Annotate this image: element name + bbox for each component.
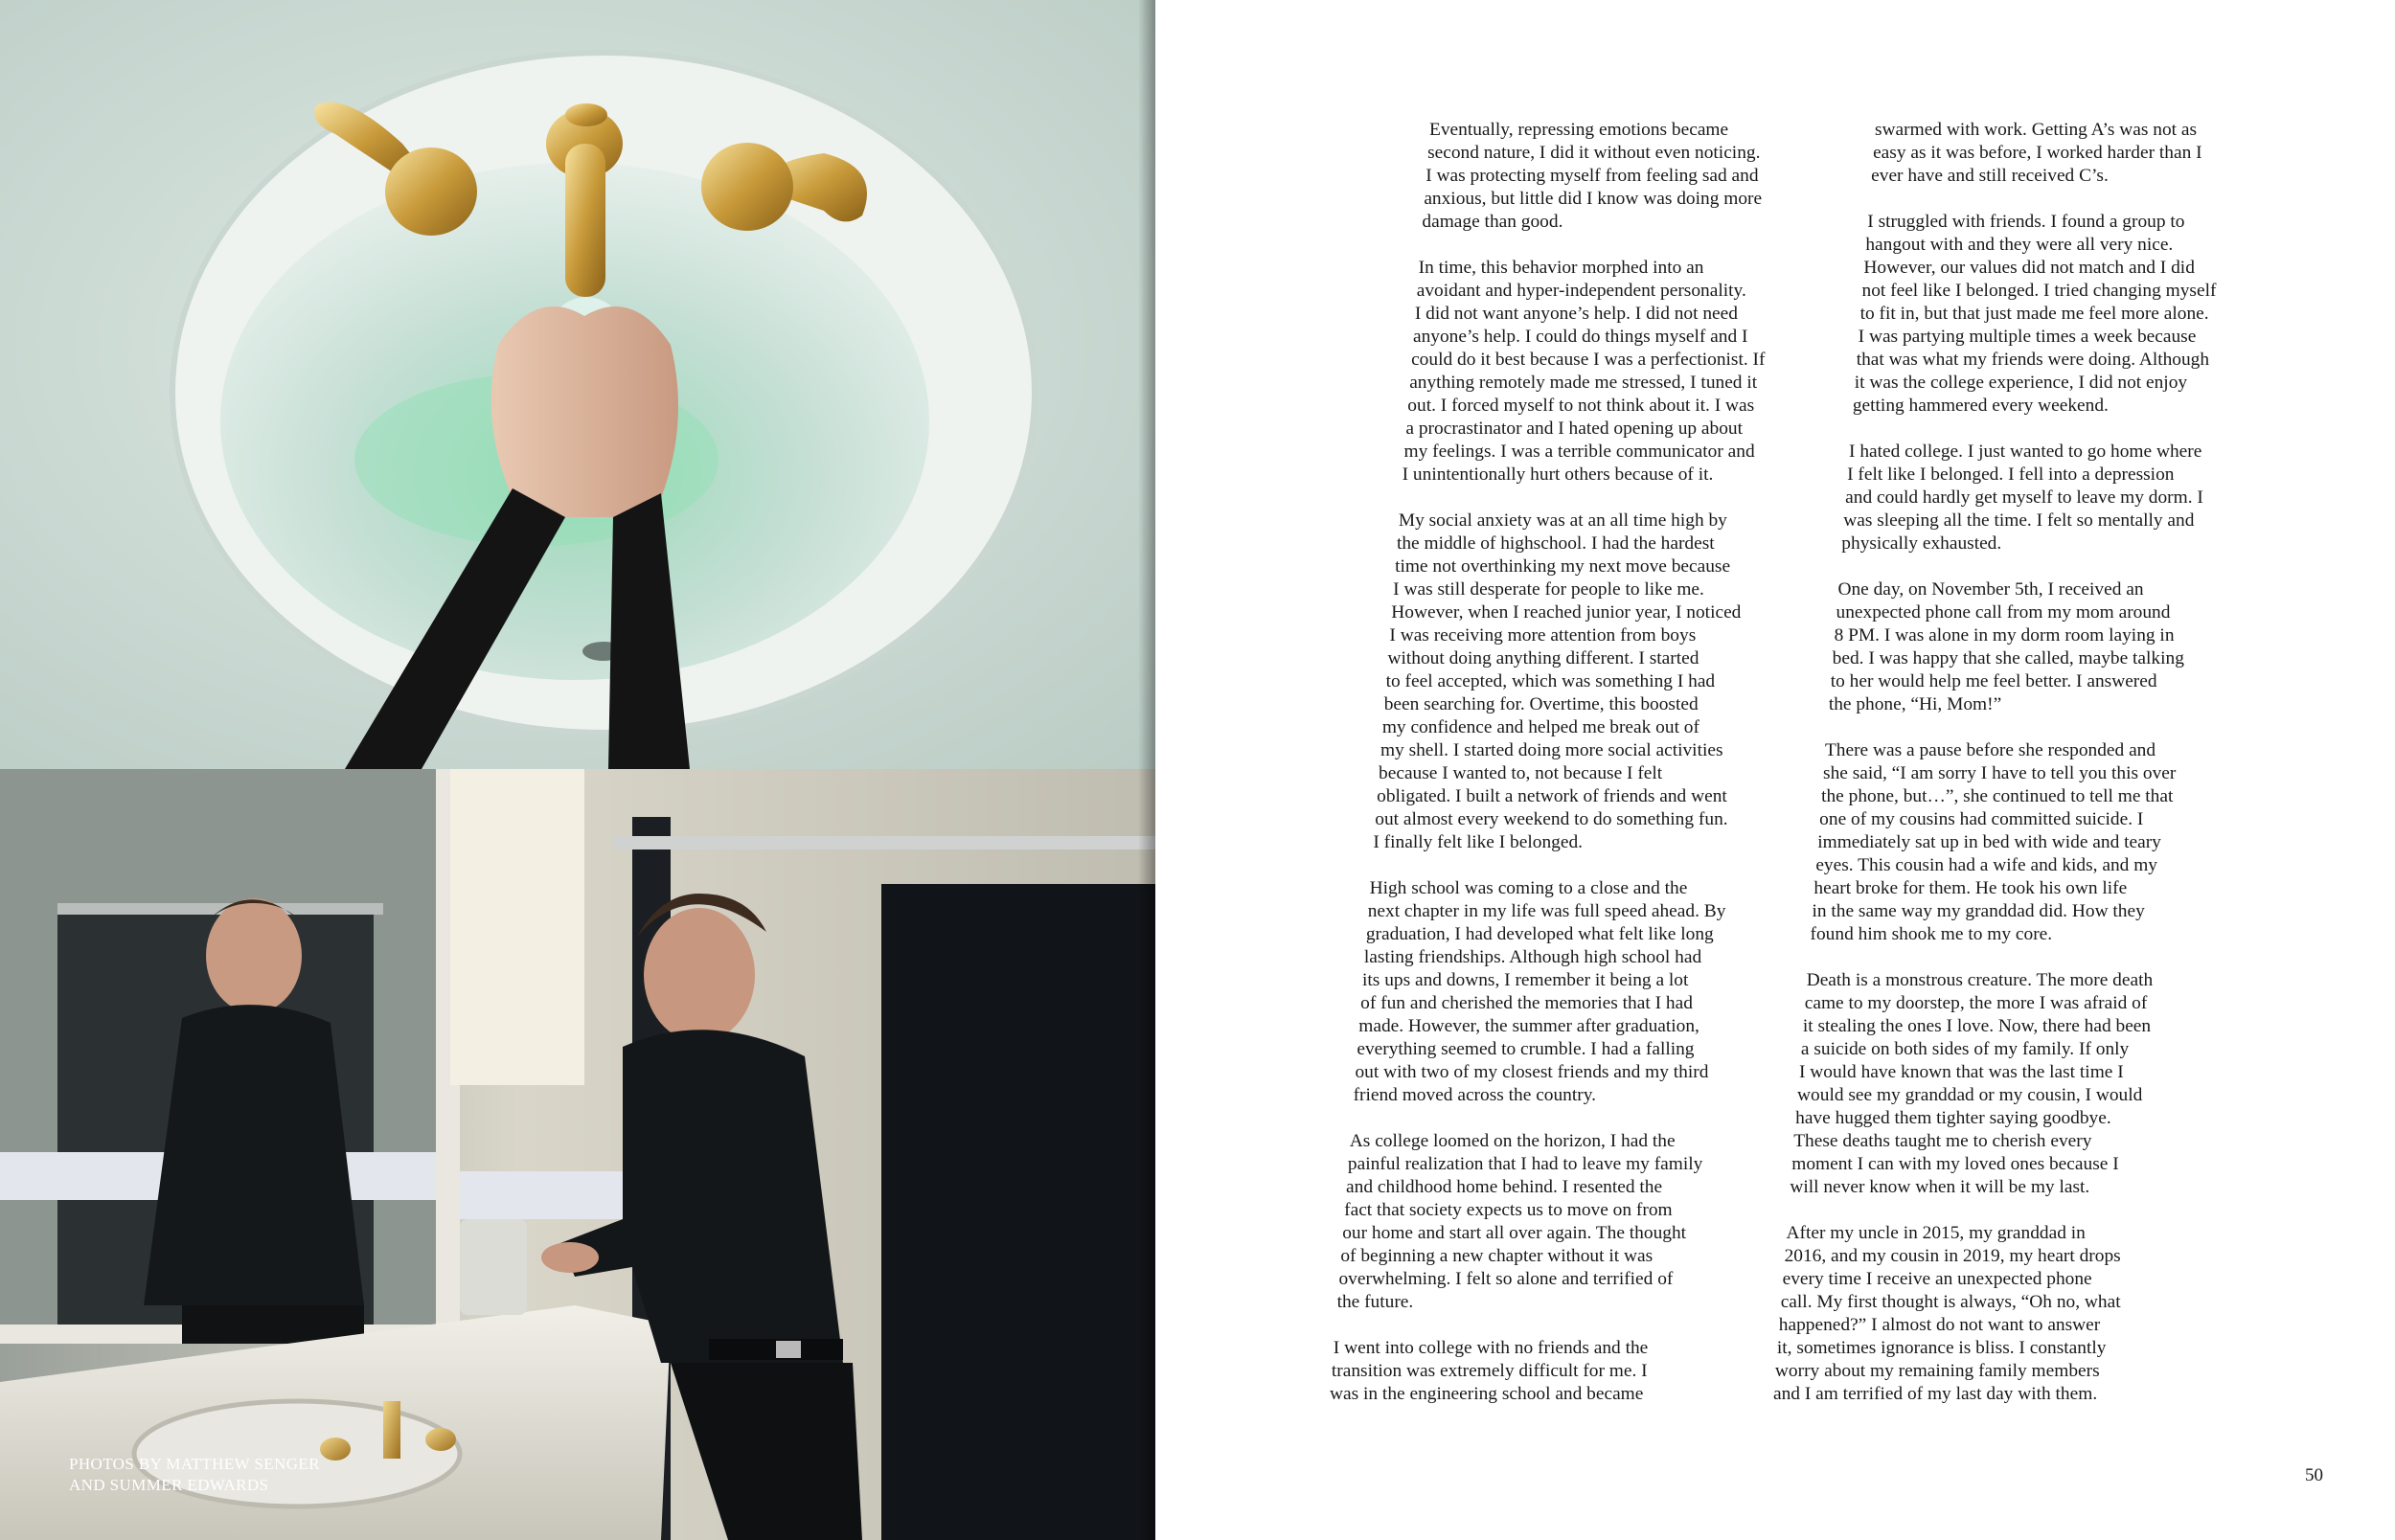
article-line: and could hardly get myself to leave my dorm. I bbox=[1845, 487, 2203, 508]
article-line: made. However, the summer after graduation, bbox=[1358, 1016, 1699, 1036]
article-line: the phone, “Hi, Mom!” bbox=[1828, 694, 2002, 714]
article-line: next chapter in my life was full speed ahead. By bbox=[1367, 901, 1726, 921]
article-line: painful realization that I had to leave my family bbox=[1347, 1154, 1703, 1174]
bathroom-mirror-photo bbox=[0, 769, 1155, 1540]
article-line: anything remotely made me stressed, I tuned it bbox=[1409, 373, 1758, 393]
article-line: I finally felt like I belonged. bbox=[1373, 832, 1583, 852]
article-line: One day, on November 5th, I received an bbox=[1837, 579, 2144, 600]
article-line: she said, “I am sorry I have to tell you this over bbox=[1823, 763, 2177, 783]
article-line: to feel accepted, which was something I had bbox=[1385, 671, 1716, 691]
article-line: avoidant and hyper-independent personality. bbox=[1416, 281, 1746, 301]
sink-hands-illustration bbox=[0, 0, 1155, 769]
article-line: I did not want anyone’s help. I did not need bbox=[1414, 304, 1738, 324]
article-line: the future. bbox=[1336, 1292, 1414, 1312]
sink-hands-photo bbox=[0, 0, 1155, 769]
article-line: I went into college with no friends and the bbox=[1333, 1338, 1649, 1358]
article-line: After my uncle in 2015, my granddad in bbox=[1786, 1223, 2086, 1243]
article-line: would see my granddad or my cousin, I would bbox=[1797, 1085, 2143, 1105]
article-line: to her would help me feel better. I answered bbox=[1830, 671, 2157, 691]
article-line: of fun and cherished the memories that I had bbox=[1360, 993, 1693, 1013]
bathroom-mirror-illustration bbox=[0, 769, 1155, 1540]
article-line: I unintentionally hurt others because of it. bbox=[1402, 464, 1714, 485]
article-line: damage than good. bbox=[1422, 212, 1563, 232]
article-line: have hugged them tighter saying goodbye. bbox=[1795, 1108, 2111, 1128]
article-line: out with two of my closest friends and my third bbox=[1355, 1062, 1709, 1082]
article-line: obligated. I built a network of friends and went bbox=[1377, 786, 1727, 806]
article-line: my shell. I started doing more social activities bbox=[1380, 740, 1723, 760]
article-line: and childhood home behind. I resented the bbox=[1346, 1177, 1663, 1197]
article-line: I was still desperate for people to like me. bbox=[1393, 579, 1704, 600]
article-line: will never know when it will be my last. bbox=[1790, 1177, 2090, 1197]
article-line: physically exhausted. bbox=[1841, 533, 2002, 554]
article-line: Death is a monstrous creature. The more death bbox=[1806, 970, 2154, 990]
article-line: its ups and downs, I remember it being a lot bbox=[1362, 970, 1689, 990]
article-line: a procrastinator and I hated opening up about bbox=[1405, 419, 1744, 439]
article-line: was sleeping all the time. I felt so mentally and bbox=[1843, 510, 2195, 531]
article-line: hangout with and they were all very nice. bbox=[1865, 235, 2174, 255]
article-line: the middle of highschool. I had the hardest bbox=[1396, 533, 1715, 554]
article-line: overwhelming. I felt so alone and terrified of bbox=[1338, 1269, 1674, 1289]
gutter-shadow bbox=[1138, 0, 1155, 1540]
article-line: There was a pause before she responded and bbox=[1824, 740, 2156, 760]
article-line: my feelings. I was a terrible communicator and bbox=[1403, 442, 1755, 462]
article-line: As college loomed on the horizon, I had the bbox=[1349, 1131, 1676, 1151]
article-line: In time, this behavior morphed into an bbox=[1418, 258, 1704, 278]
article-line: However, our values did not match and I did bbox=[1863, 258, 2195, 278]
photo-credit-line-1: PHOTOS BY MATTHEW SENGER bbox=[69, 1455, 320, 1473]
article-line: transition was extremely difficult for me. I bbox=[1331, 1361, 1648, 1381]
article-line: was in the engineering school and became bbox=[1330, 1384, 1644, 1404]
article-line: unexpected phone call from my mom around bbox=[1836, 602, 2171, 623]
article-line: swarmed with work. Getting A’s was not as bbox=[1875, 120, 2198, 140]
article-line: without doing anything different. I started bbox=[1387, 648, 1699, 668]
article-line: lasting friendships. Although high school had bbox=[1363, 947, 1702, 967]
article-line: bed. I was happy that she called, maybe talking bbox=[1832, 648, 2184, 668]
article-line: I hated college. I just wanted to go home where bbox=[1849, 442, 2202, 462]
article-line: However, when I reached junior year, I noticed bbox=[1391, 602, 1742, 623]
article-line: heart broke for them. He took his own life bbox=[1813, 878, 2128, 898]
article-line: I struggled with friends. I found a group to bbox=[1867, 212, 2185, 232]
article-line: because I wanted to, not because I felt bbox=[1379, 763, 1663, 783]
article-line: I was partying multiple times a week because bbox=[1858, 327, 2197, 347]
article-line: moment I can with my loved ones because I bbox=[1791, 1154, 2119, 1174]
article-line: could do it best because I was a perfectionist. If bbox=[1411, 350, 1766, 370]
article-line: ever have and still received C’s. bbox=[1871, 166, 2109, 186]
article-line: I would have known that was the last time I bbox=[1798, 1062, 2124, 1082]
article-line: one of my cousins had committed suicide. I bbox=[1819, 809, 2144, 829]
article-line: it, sometimes ignorance is bliss. I constantly bbox=[1776, 1338, 2107, 1358]
article-line: fact that society expects us to move on from bbox=[1344, 1200, 1673, 1220]
article-line: been searching for. Overtime, this boosted bbox=[1383, 694, 1699, 714]
article-line: found him shook me to my core. bbox=[1810, 924, 2053, 944]
article-line: friend moved across the country. bbox=[1353, 1085, 1597, 1105]
photo-credit-line-2: AND SUMMER EDWARDS bbox=[69, 1476, 269, 1494]
article-line: getting hammered every weekend. bbox=[1852, 396, 2109, 416]
article-line: time not overthinking my next move because bbox=[1395, 556, 1731, 577]
article-line: graduation, I had developed what felt like long bbox=[1365, 924, 1714, 944]
photo-spread bbox=[0, 0, 1155, 1540]
photo-credit bbox=[69, 1454, 320, 1496]
article-line: easy as it was before, I worked harder than I bbox=[1873, 143, 2202, 163]
article-line: happened?” I almost do not want to answer bbox=[1778, 1315, 2101, 1335]
article-line: Eventually, repressing emotions became bbox=[1429, 120, 1729, 140]
article-line: I was receiving more attention from boys bbox=[1389, 625, 1697, 645]
article-page bbox=[1155, 0, 2395, 1540]
article-line: our home and start all over again. The thought bbox=[1342, 1223, 1687, 1243]
article-line: it stealing the ones I love. Now, there had been bbox=[1802, 1016, 2152, 1036]
article-line: everything seemed to crumble. I had a falling bbox=[1357, 1039, 1695, 1059]
article-line: a suicide on both sides of my family. If only bbox=[1800, 1039, 2130, 1059]
article-line: worry about my remaining family members bbox=[1774, 1361, 2100, 1381]
article-line: and I am terrified of my last day with them. bbox=[1773, 1384, 2098, 1404]
article-line: call. My first thought is always, “Oh no, what bbox=[1780, 1292, 2121, 1312]
article-line: to fit in, but that just made me feel more alone. bbox=[1859, 304, 2209, 324]
article-line: My social anxiety was at an all time high by bbox=[1398, 510, 1727, 531]
article-line: in the same way my granddad did. How they bbox=[1812, 901, 2145, 921]
article-line: every time I receive an unexpected phone bbox=[1782, 1269, 2092, 1289]
article-line: the phone, but…”, she continued to tell me that bbox=[1821, 786, 2174, 806]
article-line: High school was coming to a close and the bbox=[1369, 878, 1688, 898]
article-line: it was the college experience, I did not enjoy bbox=[1854, 373, 2188, 393]
page-number: 50 bbox=[2305, 1465, 2323, 1485]
article-line: not feel like I belonged. I tried changing myself bbox=[1861, 281, 2217, 301]
article-line: out. I forced myself to not think about it. I was bbox=[1407, 396, 1755, 416]
article-line: of beginning a new chapter without it was bbox=[1340, 1246, 1654, 1266]
article-line: anyone’s help. I could do things myself and I bbox=[1412, 327, 1748, 347]
article-line: eyes. This cousin had a wife and kids, and my bbox=[1815, 855, 2157, 875]
article-line: second nature, I did it without even noticing. bbox=[1427, 143, 1761, 163]
article-line: immediately sat up in bed with wide and teary bbox=[1817, 832, 2161, 852]
article-line: I felt like I belonged. I fell into a depression bbox=[1847, 464, 2175, 485]
article-line: 2016, and my cousin in 2019, my heart drops bbox=[1784, 1246, 2121, 1266]
article-line: came to my doorstep, the more I was afraid of bbox=[1804, 993, 2148, 1013]
article-line: These deaths taught me to cherish every bbox=[1793, 1131, 2092, 1151]
article-line: that was what my friends were doing. Although bbox=[1856, 350, 2210, 370]
article-line: out almost every weekend to do something fun. bbox=[1375, 809, 1728, 829]
article-line: my confidence and helped me break out of bbox=[1381, 717, 1699, 737]
article-line: 8 PM. I was alone in my dorm room laying in bbox=[1834, 625, 2175, 645]
article-line: I was protecting myself from feeling sad and bbox=[1426, 166, 1759, 186]
article-line: anxious, but little did I know was doing more bbox=[1424, 189, 1763, 209]
